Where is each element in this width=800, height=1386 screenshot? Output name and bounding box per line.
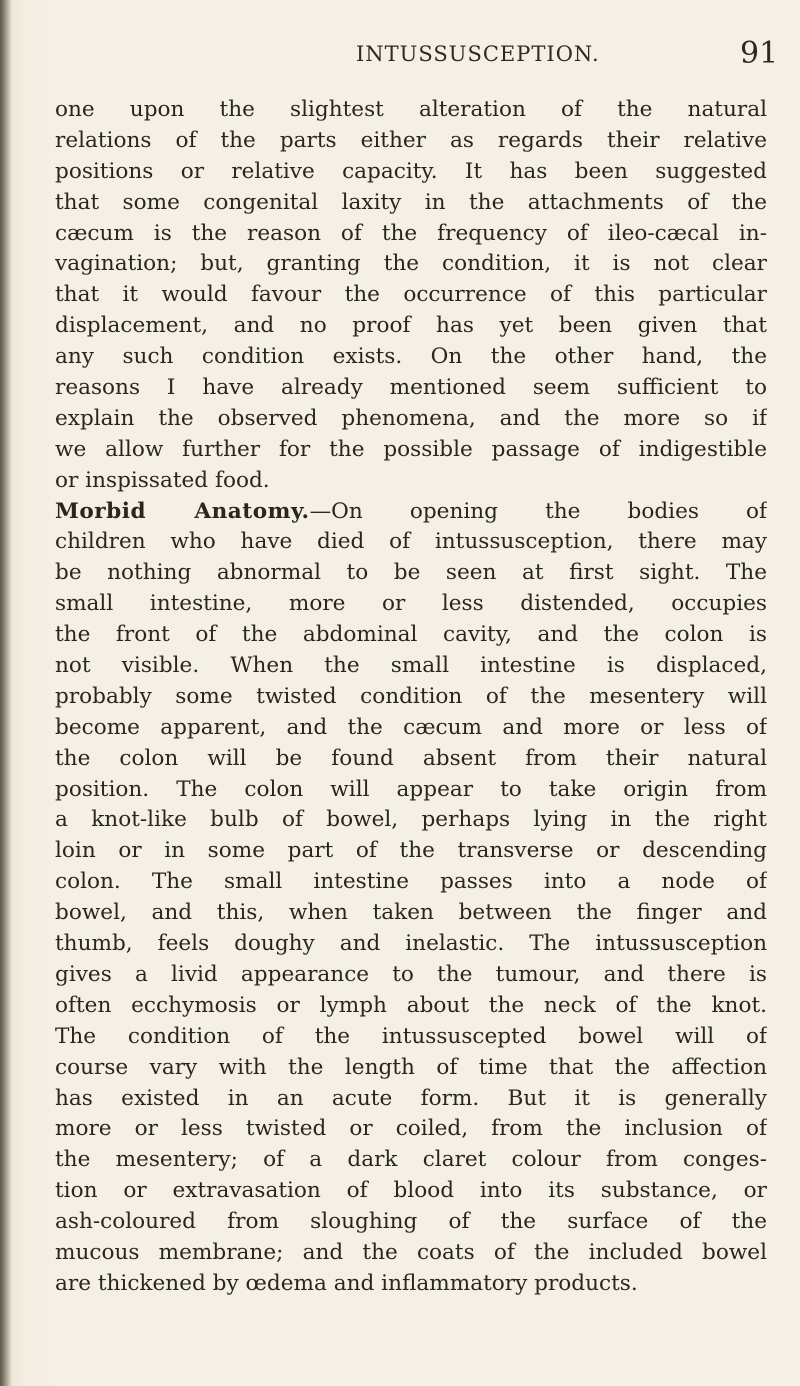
text-line: course vary with the length of time that the affection xyxy=(55,1054,767,1080)
text-line: reasons I have already mentioned seem sufficient to xyxy=(55,375,767,401)
page-binding-shadow xyxy=(0,0,12,1386)
text-line: positions or relative capacity. It has been suggested xyxy=(55,158,767,184)
text-line: tion or extravasation of blood into its substance, or xyxy=(55,1178,767,1204)
page-number: 91 xyxy=(740,36,779,71)
text-line: often ecchymosis or lymph about the neck of the knot. xyxy=(55,992,767,1018)
running-header xyxy=(0,30,800,70)
text-line: loin or in some part of the transverse or descending xyxy=(55,838,767,864)
text-line: are thickened by œdema and inflammatory products. xyxy=(55,1270,638,1296)
text-line: relations of the parts either as regards their relative xyxy=(55,127,767,153)
text-line: or inspissated food. xyxy=(55,467,270,493)
text-line: small intestine, more or less distended, occupies xyxy=(55,591,767,617)
text-line: ash-coloured from sloughing of the surface of the xyxy=(55,1209,767,1235)
text-line: displacement, and no proof has yet been given that xyxy=(55,313,767,339)
text-line: colon. The small intestine passes into a node of xyxy=(55,869,767,895)
section-first-line-rest: —On opening the bodies of xyxy=(309,498,767,524)
section-first-line xyxy=(55,497,767,528)
body-text xyxy=(55,95,767,1300)
text-line: explain the observed phenomena, and the more so if xyxy=(55,405,767,431)
text-line: position. The colon will appear to take origin from xyxy=(55,776,767,802)
text-line: the colon will be found absent from their natural xyxy=(55,745,767,771)
text-line: that it would favour the occurrence of this particular xyxy=(55,282,767,308)
text-line: not visible. When the small intestine is displaced, xyxy=(55,653,767,679)
text-line: more or less twisted or coiled, from the inclusion of xyxy=(55,1116,767,1142)
running-title: INTUSSUSCEPTION. xyxy=(356,42,600,66)
text-line: children who have died of intussusception, there may xyxy=(55,529,767,555)
text-line: cæcum is the reason of the frequency of ileo-cæcal in- xyxy=(55,220,767,246)
text-line: vagination; but, granting the condition, it is not clear xyxy=(55,251,767,277)
text-line: become apparent, and the cæcum and more or less of xyxy=(55,714,767,740)
text-line: the front of the abdominal cavity, and the colon is xyxy=(55,622,767,648)
text-line: has existed in an acute form. But it is generally xyxy=(55,1085,767,1111)
text-line: a knot-like bulb of bowel, perhaps lying in the right xyxy=(55,807,767,833)
text-line: that some congenital laxity in the attachments of the xyxy=(55,189,767,215)
text-line: probably some twisted condition of the mesentery will xyxy=(55,683,767,709)
text-line: we allow further for the possible passage of indigestible xyxy=(55,436,767,462)
text-line: the mesentery; of a dark claret colour from conges- xyxy=(55,1147,767,1173)
section-heading: Morbid Anatomy. xyxy=(55,498,310,524)
text-line: thumb, feels doughy and inelastic. The intussusception xyxy=(55,931,767,957)
text-line: mucous membrane; and the coats of the included bowel xyxy=(55,1239,767,1265)
text-line: bowel, and this, when taken between the finger and xyxy=(55,900,767,926)
text-line: The condition of the intussuscepted bowel will of xyxy=(55,1023,767,1049)
text-line: gives a livid appearance to the tumour, and there is xyxy=(55,961,767,987)
text-line: one upon the slightest alteration of the natural xyxy=(55,97,767,122)
text-line: any such condition exists. On the other hand, the xyxy=(55,344,767,370)
text-line: be nothing abnormal to be seen at first sight. The xyxy=(55,560,767,586)
